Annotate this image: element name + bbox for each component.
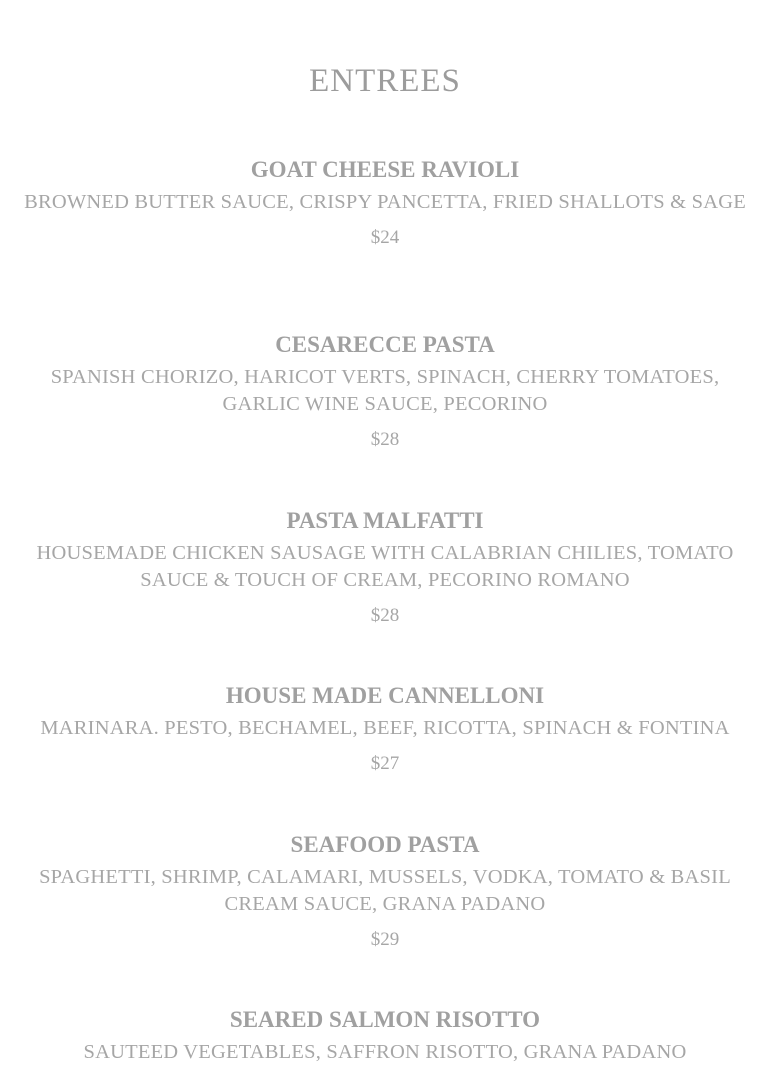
item-name: SEARED SALMON RISOTTO	[229, 1007, 541, 1032]
menu-item	[0, 682, 770, 776]
item-description: SPAGHETTI, SHRIMP, CALAMARI, MUSSELS, VODKA, TOMATO & BASIL CREAM SAUCE, GRANA PADANO	[39, 866, 731, 915]
item-description: SPANISH CHORIZO, HARICOT VERTS, SPINACH, CHERRY TOMATOES, GARLIC WINE SAUCE, PECORINO	[50, 366, 720, 415]
item-description: MARINARA. PESTO, BECHAMEL, BEEF, RICOTTA, SPINACH & FONTINA	[40, 717, 730, 739]
item-description: BROWNED BUTTER SAUCE, CRISPY PANCETTA, FRIED SHALLOTS & SAGE	[24, 191, 746, 213]
menu-item	[0, 156, 770, 250]
section-title: ENTREES	[309, 63, 461, 99]
menu-item	[0, 1006, 770, 1076]
item-price: $28	[370, 605, 400, 626]
menu-item	[0, 507, 770, 628]
item-name: PASTA MALFATTI	[286, 508, 484, 533]
item-price: $27	[370, 753, 400, 774]
item-price: $29	[370, 929, 400, 950]
item-name: HOUSE MADE CANNELLONI	[225, 683, 545, 708]
item-description: SAUTEED VEGETABLES, SAFFRON RISOTTO, GRANA PADANO	[83, 1041, 687, 1063]
menu-item	[0, 831, 770, 952]
item-price: $28	[370, 429, 400, 450]
item-name: CESARECCE PASTA	[275, 332, 495, 357]
item-name: SEAFOOD PASTA	[290, 832, 480, 857]
menu-item	[0, 331, 770, 452]
item-price: $24	[370, 227, 400, 248]
item-name: GOAT CHEESE RAVIOLI	[250, 157, 520, 182]
item-description: HOUSEMADE CHICKEN SAUSAGE WITH CALABRIAN CHILIES, TOMATO SAUCE & TOUCH OF CREAM, PECORINO ROMANO	[36, 542, 734, 591]
